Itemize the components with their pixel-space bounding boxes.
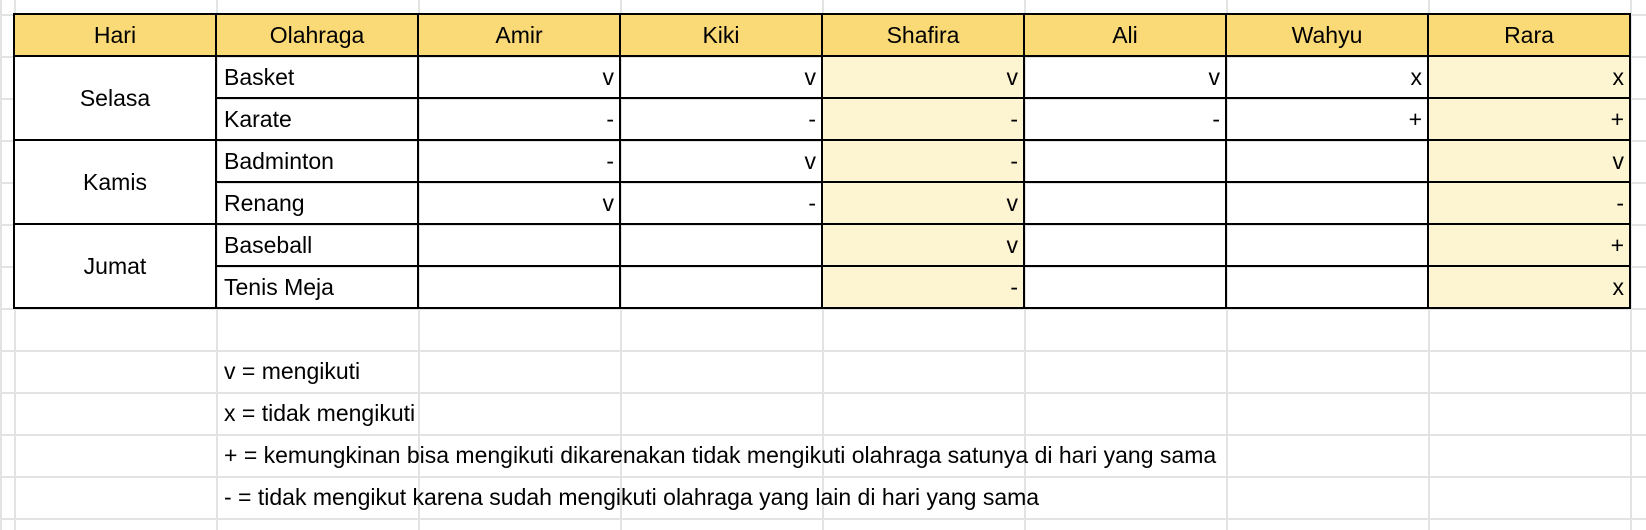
participation-cell[interactable]: - <box>606 105 614 132</box>
participation-cell[interactable]: x <box>1612 273 1624 300</box>
header-cell[interactable]: Ali <box>1112 21 1138 48</box>
participation-cell[interactable]: + <box>1610 105 1624 132</box>
header-cell[interactable]: Hari <box>93 21 137 48</box>
table-border-vertical <box>1225 14 1227 308</box>
table-border-horizontal <box>13 13 1631 15</box>
participation-cell[interactable] <box>1024 266 1226 308</box>
day-cell[interactable]: Jumat <box>83 252 147 279</box>
participation-cell[interactable]: + <box>1408 105 1422 132</box>
participation-cell[interactable]: x <box>1612 63 1624 90</box>
table-border-vertical <box>1427 14 1429 308</box>
gridline-vertical <box>0 0 2 530</box>
participation-cell[interactable]: v <box>1208 63 1220 90</box>
participation-cell[interactable]: - <box>1212 105 1220 132</box>
header-cell[interactable]: Amir <box>495 21 543 48</box>
table-border-horizontal <box>13 307 1631 309</box>
table-border-horizontal <box>215 97 1631 99</box>
participation-cell[interactable] <box>1226 182 1428 224</box>
header-cell[interactable]: Kiki <box>702 21 740 48</box>
participation-cell[interactable]: - <box>1616 189 1624 216</box>
table-border-horizontal <box>13 139 1631 141</box>
participation-cell[interactable]: - <box>1010 147 1018 174</box>
participation-cell[interactable] <box>1024 182 1226 224</box>
header-cell[interactable]: Olahraga <box>269 21 365 48</box>
participation-cell[interactable]: v <box>1006 189 1018 216</box>
participation-cell[interactable]: v <box>804 147 816 174</box>
participation-cell[interactable] <box>1024 140 1226 182</box>
participation-cell[interactable] <box>418 224 620 266</box>
header-cell[interactable]: Rara <box>1504 21 1554 48</box>
table-border-vertical <box>1023 14 1025 308</box>
participation-cell[interactable]: x <box>1410 63 1422 90</box>
header-cell[interactable]: Shafira <box>886 21 960 48</box>
header-cell[interactable]: Wahyu <box>1291 21 1363 48</box>
gridline-horizontal <box>0 518 1646 520</box>
participation-cell[interactable]: v <box>602 189 614 216</box>
table-border-vertical <box>215 14 217 308</box>
sport-name-cell[interactable]: Karate <box>224 105 292 132</box>
participation-cell[interactable] <box>1024 224 1226 266</box>
table-border-vertical <box>13 14 15 308</box>
participation-cell[interactable] <box>1226 224 1428 266</box>
table-border-vertical <box>1629 14 1631 308</box>
participation-cell[interactable]: v <box>602 63 614 90</box>
participation-cell[interactable]: - <box>606 147 614 174</box>
table-border-horizontal <box>13 55 1631 57</box>
participation-cell[interactable] <box>620 266 822 308</box>
table-border-vertical <box>417 14 419 308</box>
participation-cell[interactable]: - <box>1010 273 1018 300</box>
participation-cell[interactable] <box>1226 266 1428 308</box>
day-cell[interactable]: Kamis <box>83 168 147 195</box>
sport-name-cell[interactable]: Tenis Meja <box>224 273 334 300</box>
legend-note: v = mengikuti <box>224 357 361 384</box>
table-border-horizontal <box>13 223 1631 225</box>
legend-note: x = tidak mengikuti <box>224 399 416 426</box>
day-cell[interactable]: Selasa <box>79 84 151 111</box>
participation-cell[interactable]: v <box>1006 63 1018 90</box>
participation-cell[interactable] <box>418 266 620 308</box>
table-border-vertical <box>821 14 823 308</box>
table-border-horizontal <box>215 181 1631 183</box>
participation-cell[interactable] <box>1226 140 1428 182</box>
table-border-horizontal <box>215 265 1631 267</box>
sport-name-cell[interactable]: Basket <box>224 63 295 90</box>
legend-note: + = kemungkinan bisa mengikuti dikarenakan tidak mengikuti olahraga satunya di hari yang sama <box>224 441 1217 468</box>
table-border-vertical <box>619 14 621 308</box>
legend-note: - = tidak mengikut karena sudah mengikuti olahraga yang lain di hari yang sama <box>224 483 1040 510</box>
sport-name-cell[interactable]: Baseball <box>224 231 313 258</box>
participation-cell[interactable]: v <box>1612 147 1624 174</box>
sport-name-cell[interactable]: Renang <box>224 189 305 216</box>
participation-cell[interactable]: - <box>808 189 816 216</box>
participation-cell[interactable]: v <box>1006 231 1018 258</box>
participation-cell[interactable]: - <box>808 105 816 132</box>
sport-name-cell[interactable]: Badminton <box>224 147 334 174</box>
participation-cell[interactable]: - <box>1010 105 1018 132</box>
participation-cell[interactable] <box>620 224 822 266</box>
participation-cell[interactable]: v <box>804 63 816 90</box>
participation-cell[interactable]: + <box>1610 231 1624 258</box>
